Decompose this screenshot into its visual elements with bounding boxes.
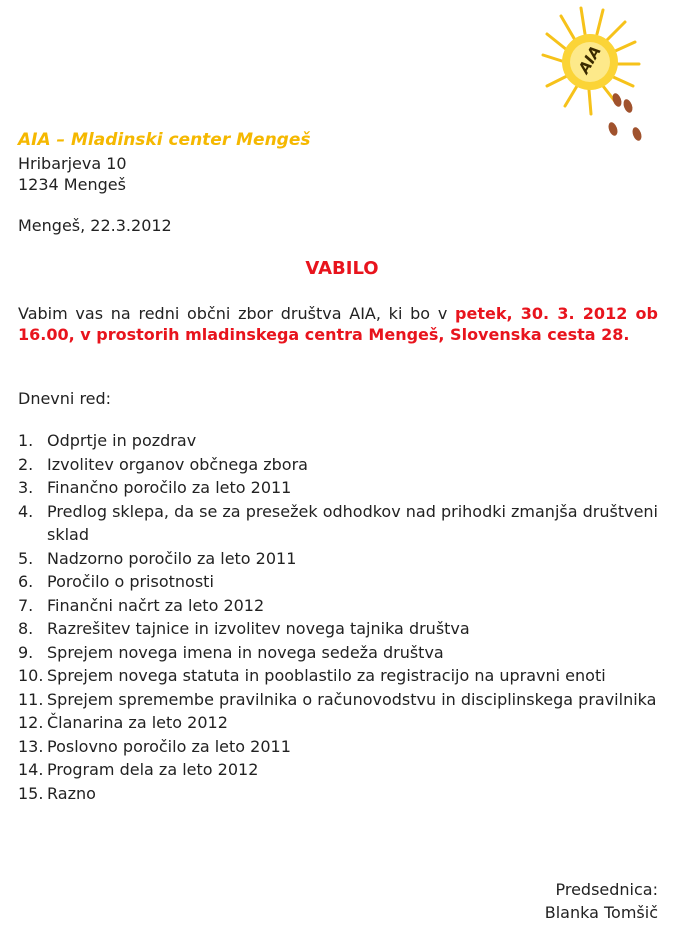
document-title: VABILO (305, 258, 379, 279)
agenda-item-number: 15. (18, 783, 44, 803)
signature-name: Blanka Tomšič (544, 903, 658, 922)
agenda-item (18, 782, 658, 806)
agenda-item-number: 5. (18, 548, 34, 568)
agenda-item-text: Izvolitev organov občnega zbora (47, 454, 308, 474)
agenda-item (18, 429, 658, 453)
svg-text:AIA: AIA (574, 42, 605, 77)
agenda-item-number: 9. (18, 642, 34, 662)
agenda-item-number: 4. (18, 501, 34, 521)
agenda-item-text: Razno (47, 783, 96, 803)
agenda-item-number: 11. (18, 689, 44, 709)
agenda-item-text: Razrešitev tajnice in izvolitev novega tajnika društva (47, 619, 470, 638)
address-city: 1234 Mengeš (18, 175, 126, 194)
agenda-item (18, 617, 658, 641)
agenda-item (18, 570, 658, 594)
agenda-item-number: 8. (18, 619, 34, 638)
agenda-item-text: Predlog sklepa, da se za presežek odhodkov nad prihodki zmanjša društveni sklad (47, 501, 658, 544)
agenda-item-text: Finančno poročilo za leto 2011 (47, 478, 292, 497)
agenda-item-text: Sprejem spremembe pravilnika o računovodstvu in disciplinskega pravilnika (47, 689, 657, 709)
agenda-item-number: 13. (18, 736, 44, 756)
agenda-item (18, 641, 658, 665)
agenda-item-text: Poročilo o prisotnosti (47, 572, 214, 591)
agenda-item (18, 711, 658, 735)
agenda-item-number: 3. (18, 478, 34, 497)
agenda-item-number: 12. (18, 713, 44, 732)
intro-highlight: petek, 30. 3. 2012 ob 16.00, v prostorih mladinskega centra Mengeš, Slovenska cesta 28. (18, 304, 658, 344)
organization-name: AIA – Mladinski center Mengeš (18, 130, 311, 150)
agenda-item-text: Odprtje in pozdrav (47, 431, 197, 450)
agenda-item-text: Sprejem novega statuta in pooblastilo za registracijo na upravni enoti (47, 666, 606, 685)
address-street: Hribarjeva 10 (18, 154, 127, 173)
agenda-item-text: Poslovno poročilo za leto 2011 (47, 736, 291, 756)
agenda-item-number: 14. (18, 760, 44, 779)
agenda-item (18, 664, 658, 688)
agenda-item (18, 735, 658, 759)
invitation-paragraph (18, 303, 658, 345)
agenda-item (18, 453, 658, 477)
sun-footprints-logo-icon (525, 0, 665, 145)
agenda-item-text: Finančni načrt za leto 2012 (47, 595, 265, 615)
agenda-item-number: 10. (18, 666, 44, 685)
agenda-item (18, 500, 658, 547)
agenda-item-text: Nadzorno poročilo za leto 2011 (47, 548, 297, 568)
agenda-label: Dnevni red: (18, 389, 112, 408)
agenda-item (18, 688, 658, 712)
signature-role: Predsednica: (555, 880, 658, 899)
agenda-item-text: Program dela za leto 2012 (47, 760, 259, 779)
document-date: Mengeš, 22.3.2012 (18, 216, 172, 235)
signature-block (545, 878, 658, 924)
agenda-item-text: Sprejem novega imena in novega sedeža društva (47, 642, 444, 662)
agenda-item-number: 1. (18, 431, 34, 450)
agenda-item (18, 476, 658, 500)
agenda-item-number: 6. (18, 572, 34, 591)
agenda-item-number: 7. (18, 595, 34, 615)
intro-text: Vabim vas na redni občni zbor društva AIA, ki bo v (18, 304, 456, 323)
agenda-item (18, 594, 658, 618)
agenda-item (18, 547, 658, 571)
agenda-item-number: 2. (18, 454, 34, 474)
agenda-list (18, 429, 658, 805)
agenda-item (18, 758, 658, 782)
agenda-item-text: Članarina za leto 2012 (47, 713, 228, 732)
